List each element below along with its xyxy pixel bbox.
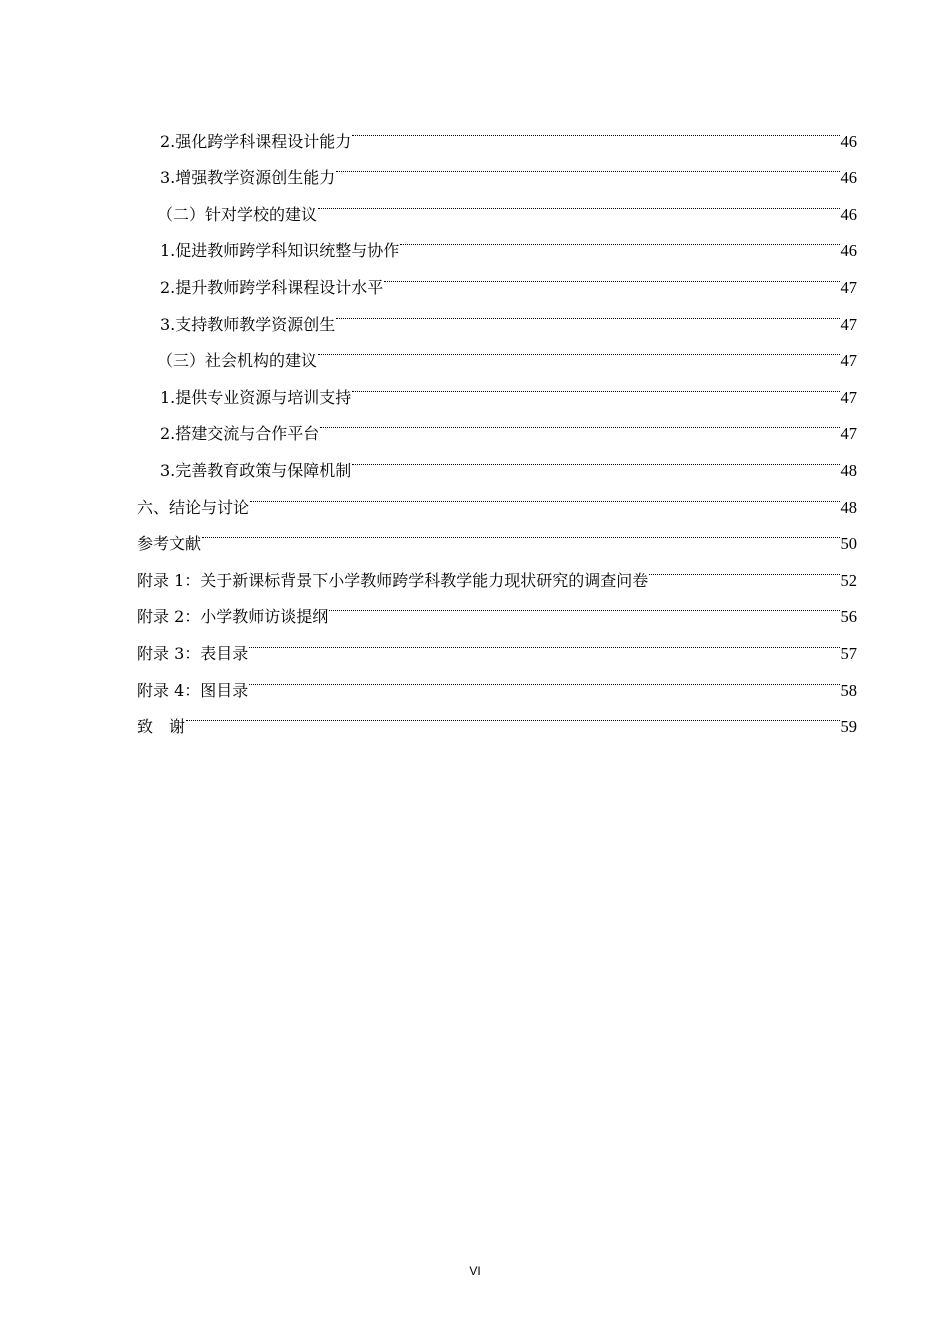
toc-dot-leader (352, 366, 839, 403)
toc-entry-page: 47 (840, 424, 857, 444)
toc-entry-page: 58 (840, 680, 857, 700)
toc-entry-title: 附录 1：关于新课标背景下小学教师跨学科教学能力现状研究的调查问卷 (137, 570, 649, 590)
toc-entry-title: 2.强化跨学科课程设计能力 (160, 131, 352, 151)
toc-dot-leader (202, 513, 839, 550)
toc-dot-leader (250, 476, 839, 513)
toc-entry-title: 2.提升教师跨学科课程设计水平 (160, 277, 384, 297)
toc-dot-leader (336, 293, 839, 330)
toc-dot-leader (249, 659, 839, 696)
toc-entry-page: 46 (840, 131, 857, 151)
toc-entry-page: 46 (840, 241, 857, 261)
toc-dot-leader (336, 147, 839, 184)
toc-dot-leader (384, 256, 839, 293)
toc-entry[interactable] (137, 696, 857, 737)
toc-entry-title: 附录 3：表目录 (137, 643, 249, 663)
toc-dot-leader (249, 622, 839, 659)
toc-entry-page: 57 (840, 643, 857, 663)
toc-entry[interactable] (137, 110, 857, 151)
toc-entry-title: 2.搭建交流与合作平台 (160, 424, 320, 444)
toc-entry-page: 46 (840, 204, 857, 224)
toc-entry-page: 47 (840, 277, 857, 297)
toc-entry-title: 3.支持教师教学资源创生 (160, 314, 336, 334)
toc-entry-title: （二）针对学校的建议 (157, 204, 318, 224)
toc-dot-leader (186, 696, 839, 733)
toc-entry-title: 参考文献 (137, 534, 202, 554)
toc-entry-page: 46 (840, 168, 857, 188)
toc-dot-leader (318, 183, 839, 220)
toc-entry-page: 56 (840, 607, 857, 627)
toc-entry-page: 50 (840, 534, 857, 554)
toc-entry-page: 52 (840, 570, 857, 590)
toc-entry-page: 48 (840, 460, 857, 480)
toc-dot-leader (649, 549, 839, 586)
toc-entry-title: （三）社会机构的建议 (157, 351, 318, 371)
toc-entry-title: 附录 4：图目录 (137, 680, 249, 700)
toc-dot-leader (329, 586, 839, 623)
toc-entry-page: 47 (840, 351, 857, 371)
toc-entry-title: 六、结论与讨论 (137, 497, 250, 517)
toc-entry-page: 47 (840, 314, 857, 334)
toc-entry-title: 附录 2：小学教师访谈提纲 (137, 607, 329, 627)
toc-entry-title: 3.完善教育政策与保障机制 (160, 460, 352, 480)
table-of-contents (137, 110, 857, 737)
toc-entry-title: 3.增强教学资源创生能力 (160, 168, 336, 188)
toc-dot-leader (352, 110, 839, 147)
toc-dot-leader (318, 330, 839, 367)
toc-entry-title: 致 谢 (137, 717, 186, 737)
toc-entry-title: 1.提供专业资源与培训支持 (160, 387, 352, 407)
toc-entry-title: 1.促进教师跨学科知识统整与协作 (160, 241, 400, 261)
toc-dot-leader (400, 220, 839, 257)
toc-entry-page: 48 (840, 497, 857, 517)
toc-dot-leader (352, 439, 839, 476)
toc-entry[interactable] (137, 513, 857, 554)
page-number: VI (469, 1264, 481, 1278)
toc-entry-page: 47 (840, 387, 857, 407)
toc-entry[interactable] (137, 549, 857, 590)
toc-dot-leader (320, 403, 839, 440)
toc-entry-page: 59 (840, 717, 857, 737)
